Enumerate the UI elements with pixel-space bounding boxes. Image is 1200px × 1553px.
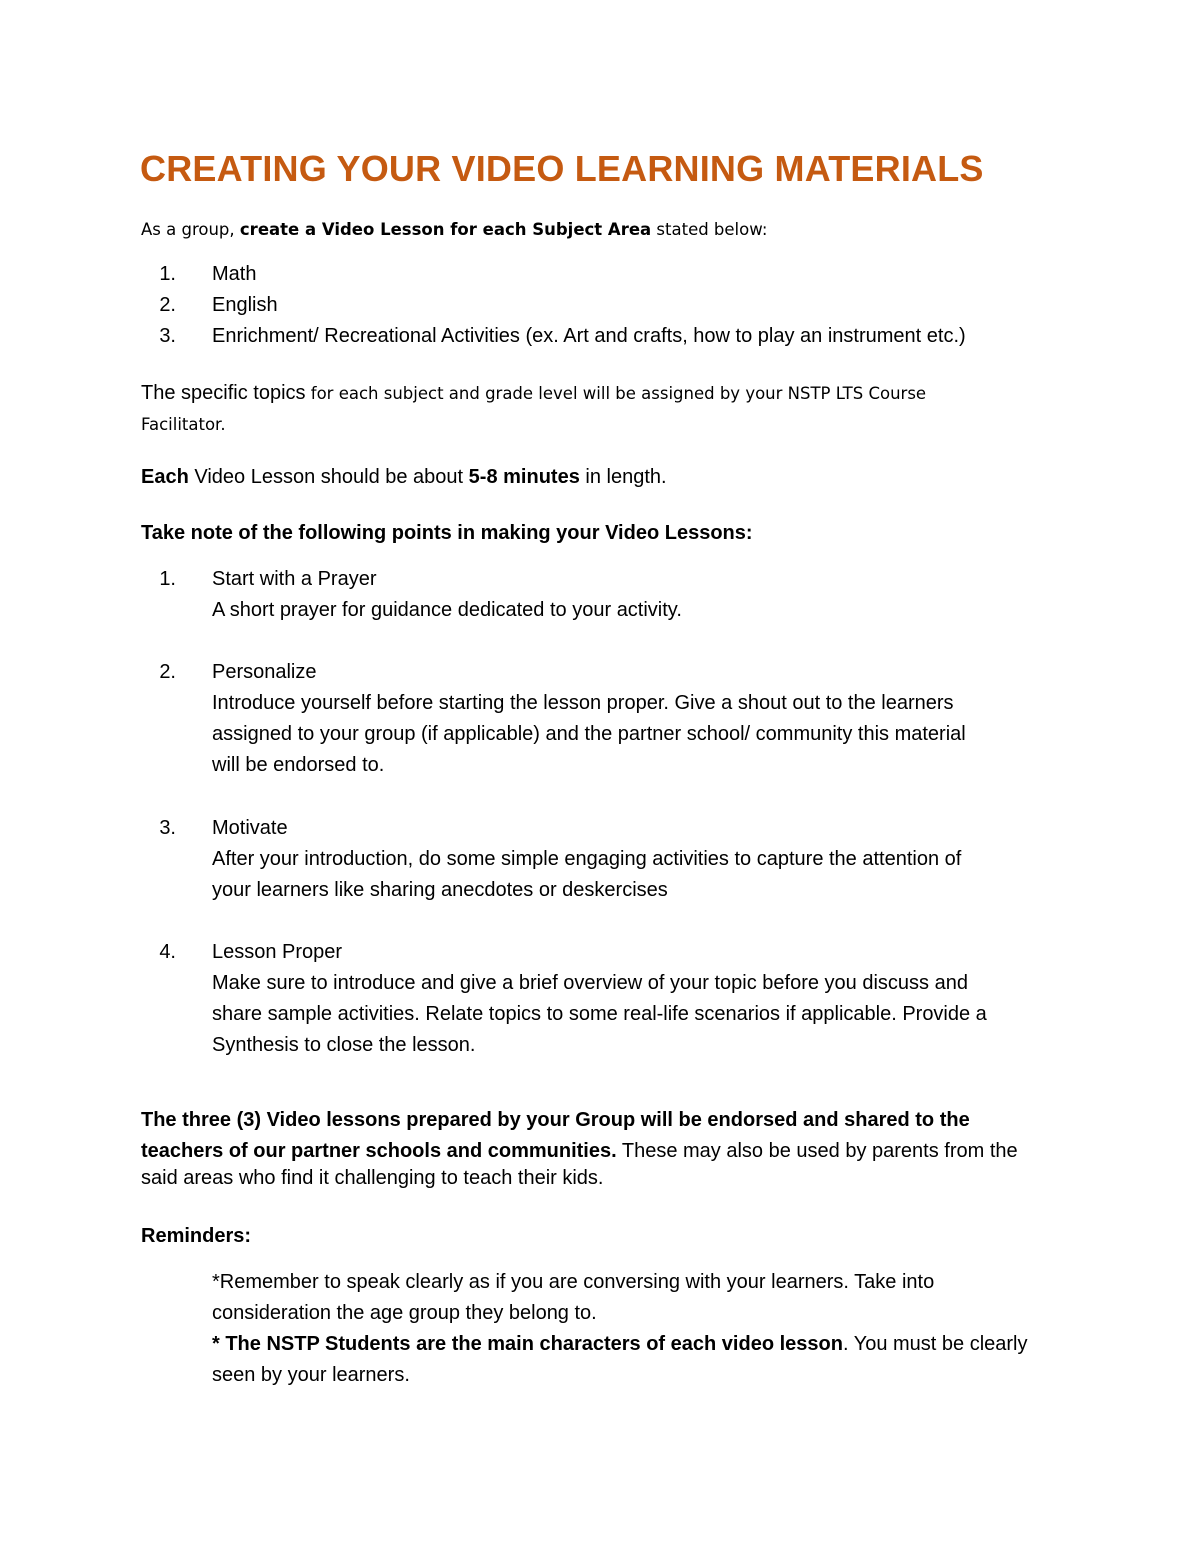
length-text-b: Video Lesson should be about [188,466,469,488]
length-bold-a: Each [141,466,189,488]
list-item-text: Math [212,263,257,285]
reminder-line: seen by your learners. [212,1364,410,1386]
length-text-d: in length. [579,466,667,488]
list-number: 1. [159,263,176,285]
point-title: Lesson Proper [212,941,343,963]
reminder-line-2 [212,1329,1028,1360]
endorse-rest-2: These may also be used by parents from the [616,1140,1018,1162]
list-item-text: Enrichment/ Recreational Activities (ex. Art and crafts, how to play an instrument etc.) [212,325,966,347]
point-line: assigned to your group (if applicable) and the partner school/ community this material [212,723,966,745]
topics-bold: The specific topics [141,382,306,404]
point-title: Motivate [212,817,288,839]
reminder-line: consideration the age group they belong to. [212,1302,597,1324]
list-item-text: English [212,294,278,316]
point-line: your learners like sharing anecdotes or deskercises [212,879,668,901]
point-title: Personalize [212,661,317,683]
point-line: will be endorsed to. [212,754,385,776]
topics-paragraph [141,378,926,409]
list-number: 3. [159,325,176,347]
point-line: Synthesis to close the lesson. [212,1034,476,1056]
endorse-bold-2: teachers of our partner schools and communities. [141,1140,617,1162]
point-title: Start with a Prayer [212,568,377,590]
points-heading: Take note of the following points in making your Video Lessons: [141,522,753,544]
topics-rest-2: Facilitator. [141,415,226,434]
point-line: share sample activities. Relate topics to some real-life scenarios if applicable. Provide a [212,1003,987,1025]
intro-text-bold: create a Video Lesson for each Subject Area [239,220,652,239]
list-item [150,290,1100,321]
list-item [150,321,1100,352]
endorse-line-3: said areas who find it challenging to teach their kids. [141,1167,604,1189]
point-number: 3. [159,817,176,839]
length-paragraph [141,462,667,493]
list-number: 2. [159,294,176,316]
reminder-rest: . You must be clearly [842,1333,1028,1355]
subject-list [150,259,1100,352]
length-bold-c: 5-8 minutes [468,466,580,488]
reminder-bold: * The NSTP Students are the main characters of each video lesson [212,1333,843,1355]
point-line: A short prayer for guidance dedicated to your activity. [212,599,682,621]
topics-rest: for each subject and grade level will be assigned by your NSTP LTS Course [305,384,927,403]
intro-paragraph [141,214,767,245]
point-number: 2. [159,661,176,683]
reminders-heading: Reminders: [141,1225,252,1247]
point-line: After your introduction, do some simple engaging activities to capture the attention of [212,848,962,870]
page-title: CREATING YOUR VIDEO LEARNING MATERIALS [140,148,984,189]
point-line: Introduce yourself before starting the lesson proper. Give a shout out to the learners [212,692,954,714]
reminder-line: *Remember to speak clearly as if you are conversing with your learners. Take into [212,1271,935,1293]
point-number: 4. [159,941,176,963]
point-number: 1. [159,568,176,590]
topics-line-2 [141,409,226,440]
intro-text-a: As a group, [141,220,240,239]
point-line: Make sure to introduce and give a brief overview of your topic before you discuss and [212,972,968,994]
endorse-line-1: The three (3) Video lessons prepared by your Group will be endorsed and shared to the [141,1109,970,1131]
intro-text-c: stated below: [651,220,768,239]
list-item [150,259,1100,290]
